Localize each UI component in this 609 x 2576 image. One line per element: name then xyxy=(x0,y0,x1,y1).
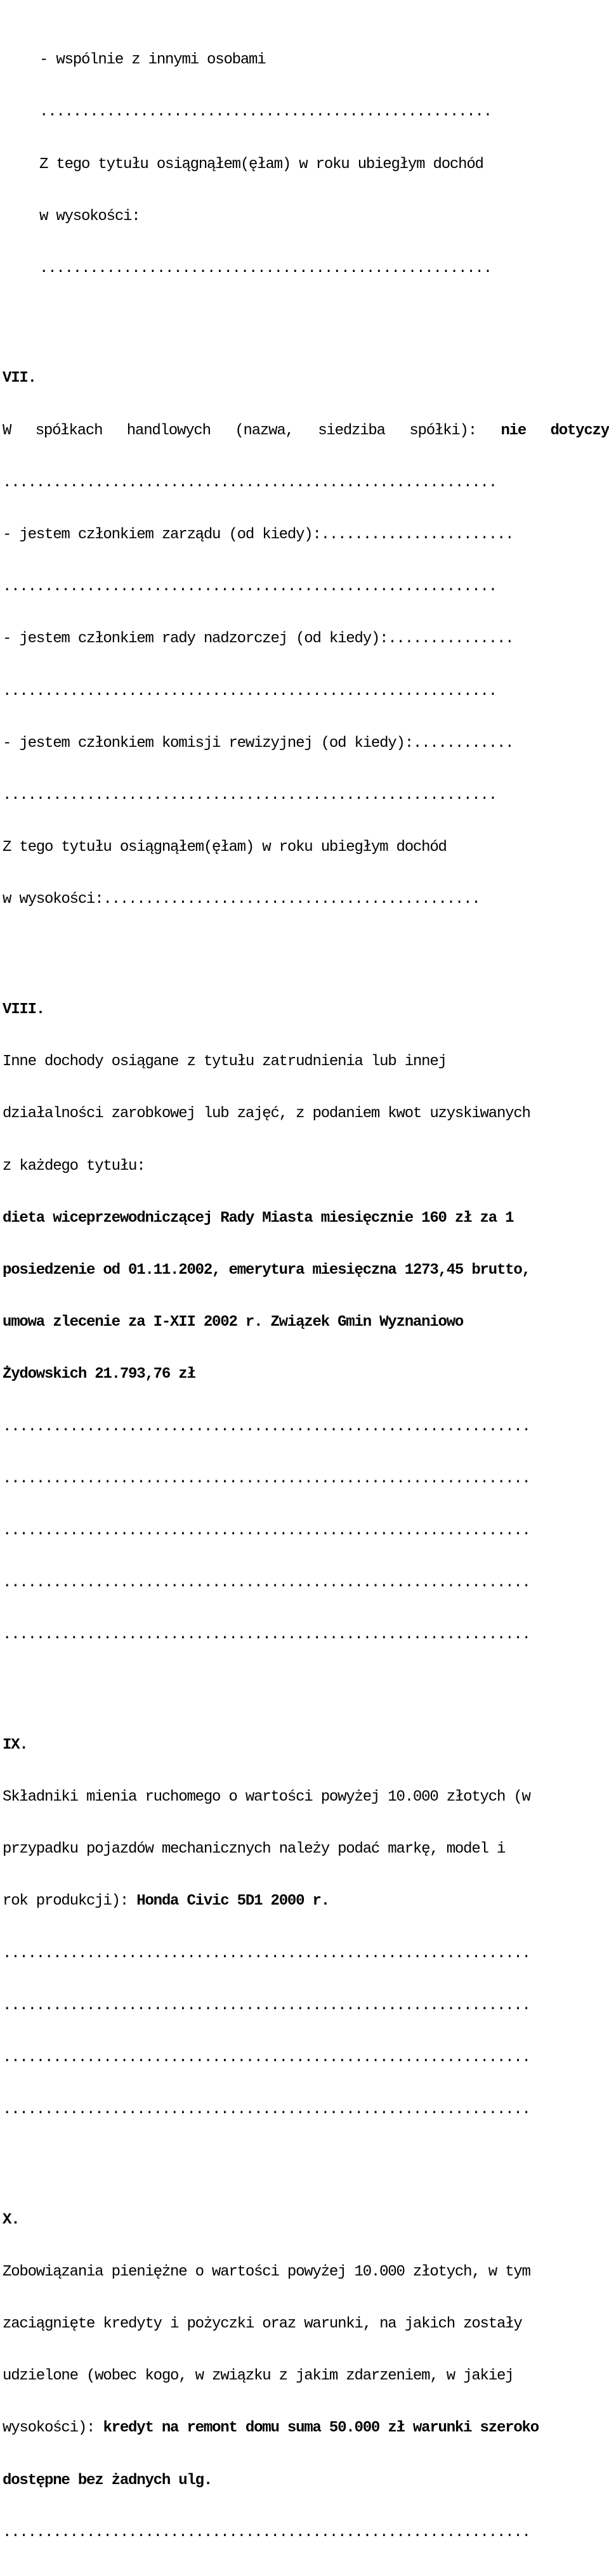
liability-answer: kredyt na remont domu suma 50.000 zł warunki szeroko xyxy=(103,2419,539,2437)
dotted-line: ........................................................... xyxy=(3,682,497,700)
supervisory-board-label: - jestem członkiem rady nadzorczej (od kiedy): xyxy=(3,630,388,648)
question-line: Zobowiązania pieniężne o wartości powyżej 10.000 złotych, w tym xyxy=(3,2263,530,2281)
document-page xyxy=(3,0,609,2576)
income-statement-line: Z tego tytułu osiągnąłem(ęłam) w roku ubiegłym dochód xyxy=(3,839,447,857)
management-board-label: - jestem członkiem zarządu (od kiedy): xyxy=(3,526,321,544)
section-vii-intro xyxy=(3,422,609,439)
dotted-line: ............................................................... xyxy=(3,1626,530,1644)
question-line: Składniki mienia ruchomego o wartości powyżej 10.000 złotych (w xyxy=(3,1788,530,1806)
vehicle-answer: Honda Civic 5D1 2000 r. xyxy=(136,1893,329,1910)
income-amount-line xyxy=(3,891,609,908)
question-line: Inne dochody osiągane z tytułu zatrudnienia lub innej xyxy=(3,1053,447,1071)
intro-word: W xyxy=(3,422,11,439)
dotted-line: ............................................................... xyxy=(3,1522,530,1539)
dotted-line: ............................................................... xyxy=(3,1418,530,1435)
section-ix-heading: IX. xyxy=(3,1736,28,1754)
dots: ............................................. xyxy=(103,891,480,909)
answer-line: posiedzenie od 01.11.2002, emerytura miesięczna 1273,45 brutto, xyxy=(3,1261,530,1279)
answer-line: dieta wiceprzewodniczącej Rady Miasta miesięcznie 160 zł za 1 xyxy=(3,1209,514,1227)
question-line: zaciągnięte kredyty i pożyczki oraz warunki, na jakich zostały xyxy=(3,2315,522,2333)
dots: ............ xyxy=(412,734,514,752)
question-text: wysokości): xyxy=(3,2419,95,2437)
audit-committee-label: - jestem członkiem komisji rewizyjnej (od kiedy): xyxy=(3,734,413,752)
section-vii-heading: VII. xyxy=(3,370,36,387)
dots: ............... xyxy=(388,630,514,648)
dots: ....................... xyxy=(320,526,514,544)
intro-word: spółki): xyxy=(409,422,476,439)
dotted-line: ........................................................... xyxy=(3,578,497,596)
dotted-line: ........................................................... xyxy=(3,787,497,805)
intro-word: siedziba xyxy=(318,422,385,439)
dotted-line: ...................................................... xyxy=(39,103,492,121)
answer-word: dotyczy xyxy=(550,422,609,439)
dotted-line: ............................................................... xyxy=(3,2101,530,2119)
audit-committee-line xyxy=(3,735,609,752)
question-text: rok produkcji): xyxy=(3,1893,129,1910)
question-answer-line xyxy=(3,1893,609,1910)
dotted-line: ............................................................... xyxy=(3,1470,530,1487)
dotted-line: ........................................................... xyxy=(3,474,497,491)
answer-line: dostępne bez żadnych ulg. xyxy=(3,2471,213,2489)
dotted-line: ............................................................... xyxy=(3,1574,530,1592)
management-board-line xyxy=(3,526,609,543)
dotted-line: ............................................................... xyxy=(3,1945,530,1962)
co-ownership-line: - wspólnie z innymi osobami xyxy=(39,51,266,69)
answer-word: nie xyxy=(501,422,527,439)
intro-word: spółkach xyxy=(35,422,103,439)
dotted-line: ...................................................... xyxy=(39,260,492,278)
intro-word: (nazwa, xyxy=(235,422,294,439)
question-line: działalności zarobkowej lub zajęć, z podaniem kwot uzyskiwanych xyxy=(3,1105,530,1123)
dotted-line: ............................................................... xyxy=(3,2523,530,2541)
section-x-heading: X. xyxy=(3,2211,20,2229)
dotted-line: ............................................................... xyxy=(3,1997,530,2014)
income-amount-label: w wysokości: xyxy=(39,207,140,225)
income-amount-label: w wysokości: xyxy=(3,891,103,909)
question-line: z każdego tytułu: xyxy=(3,1157,145,1175)
question-answer-line xyxy=(3,2419,609,2437)
answer-line: umowa zlecenie za I-XII 2002 r. Związek Gmin Wyznaniowo xyxy=(3,1314,464,1331)
income-statement-line: Z tego tytułu osiągnąłem(ęłam) w roku ubiegłym dochód xyxy=(39,155,483,173)
intro-word: handlowych xyxy=(126,422,211,439)
answer-line: Żydowskich 21.793,76 zł xyxy=(3,1366,195,1383)
section-viii-heading: VIII. xyxy=(3,1000,45,1018)
dotted-line: ............................................................... xyxy=(3,2049,530,2066)
question-line: udzielone (wobec kogo, w związku z jakim zdarzeniem, w jakiej xyxy=(3,2367,514,2385)
question-line: przypadku pojazdów mechanicznych należy podać markę, model i xyxy=(3,1841,506,1858)
supervisory-board-line xyxy=(3,630,609,647)
